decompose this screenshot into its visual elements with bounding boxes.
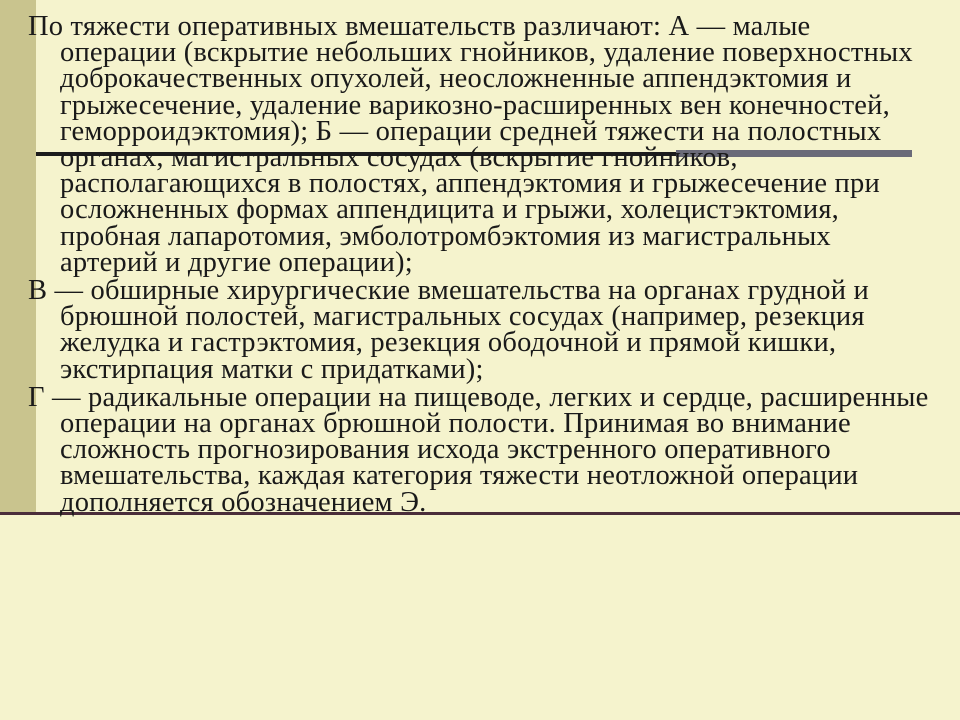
paragraph-severity-a-b: По тяжести оперативных вмешательств различают: А — малые операции (вскрытие небольших гнойников, удаление поверхностных доброкачественных опухолей, неосложненные аппендэктомия и грыжесечение, удаление варикозно-расширенных вен конечностей, геморроидэктомия); Б — операции средней тяжести на полостных органах, магистральных сосудах (вскрытие гнойников, располагающихся в полостях, аппендэктомия и грыжесечение при осложненных формах аппендицита и грыжи, холецистэктомия, пробная лапаротомия, эмболотромбэктомия из магистральных артерий и другие операции); (28, 11, 913, 278)
paragraph-severity-g: Г — радикальные операции на пищеводе, легких и сердце, расширенные операции на органах брюшной полости. Принимая во внимание сложность прогнозирования исхода экстренного оперативного вмешательства, каждая категория тяжести неотложной операции дополняется обозначением Э. (28, 381, 929, 518)
paragraph-severity-v: В — обширные хирургические вмешательства на органах грудной и брюшной полостей, магистральных сосудах (например, резекция желудка и гастрэктомия, резекция ободочной и прямой кишки, экстирпация матки с придатками); (28, 275, 869, 385)
slide-body (28, 11, 933, 518)
